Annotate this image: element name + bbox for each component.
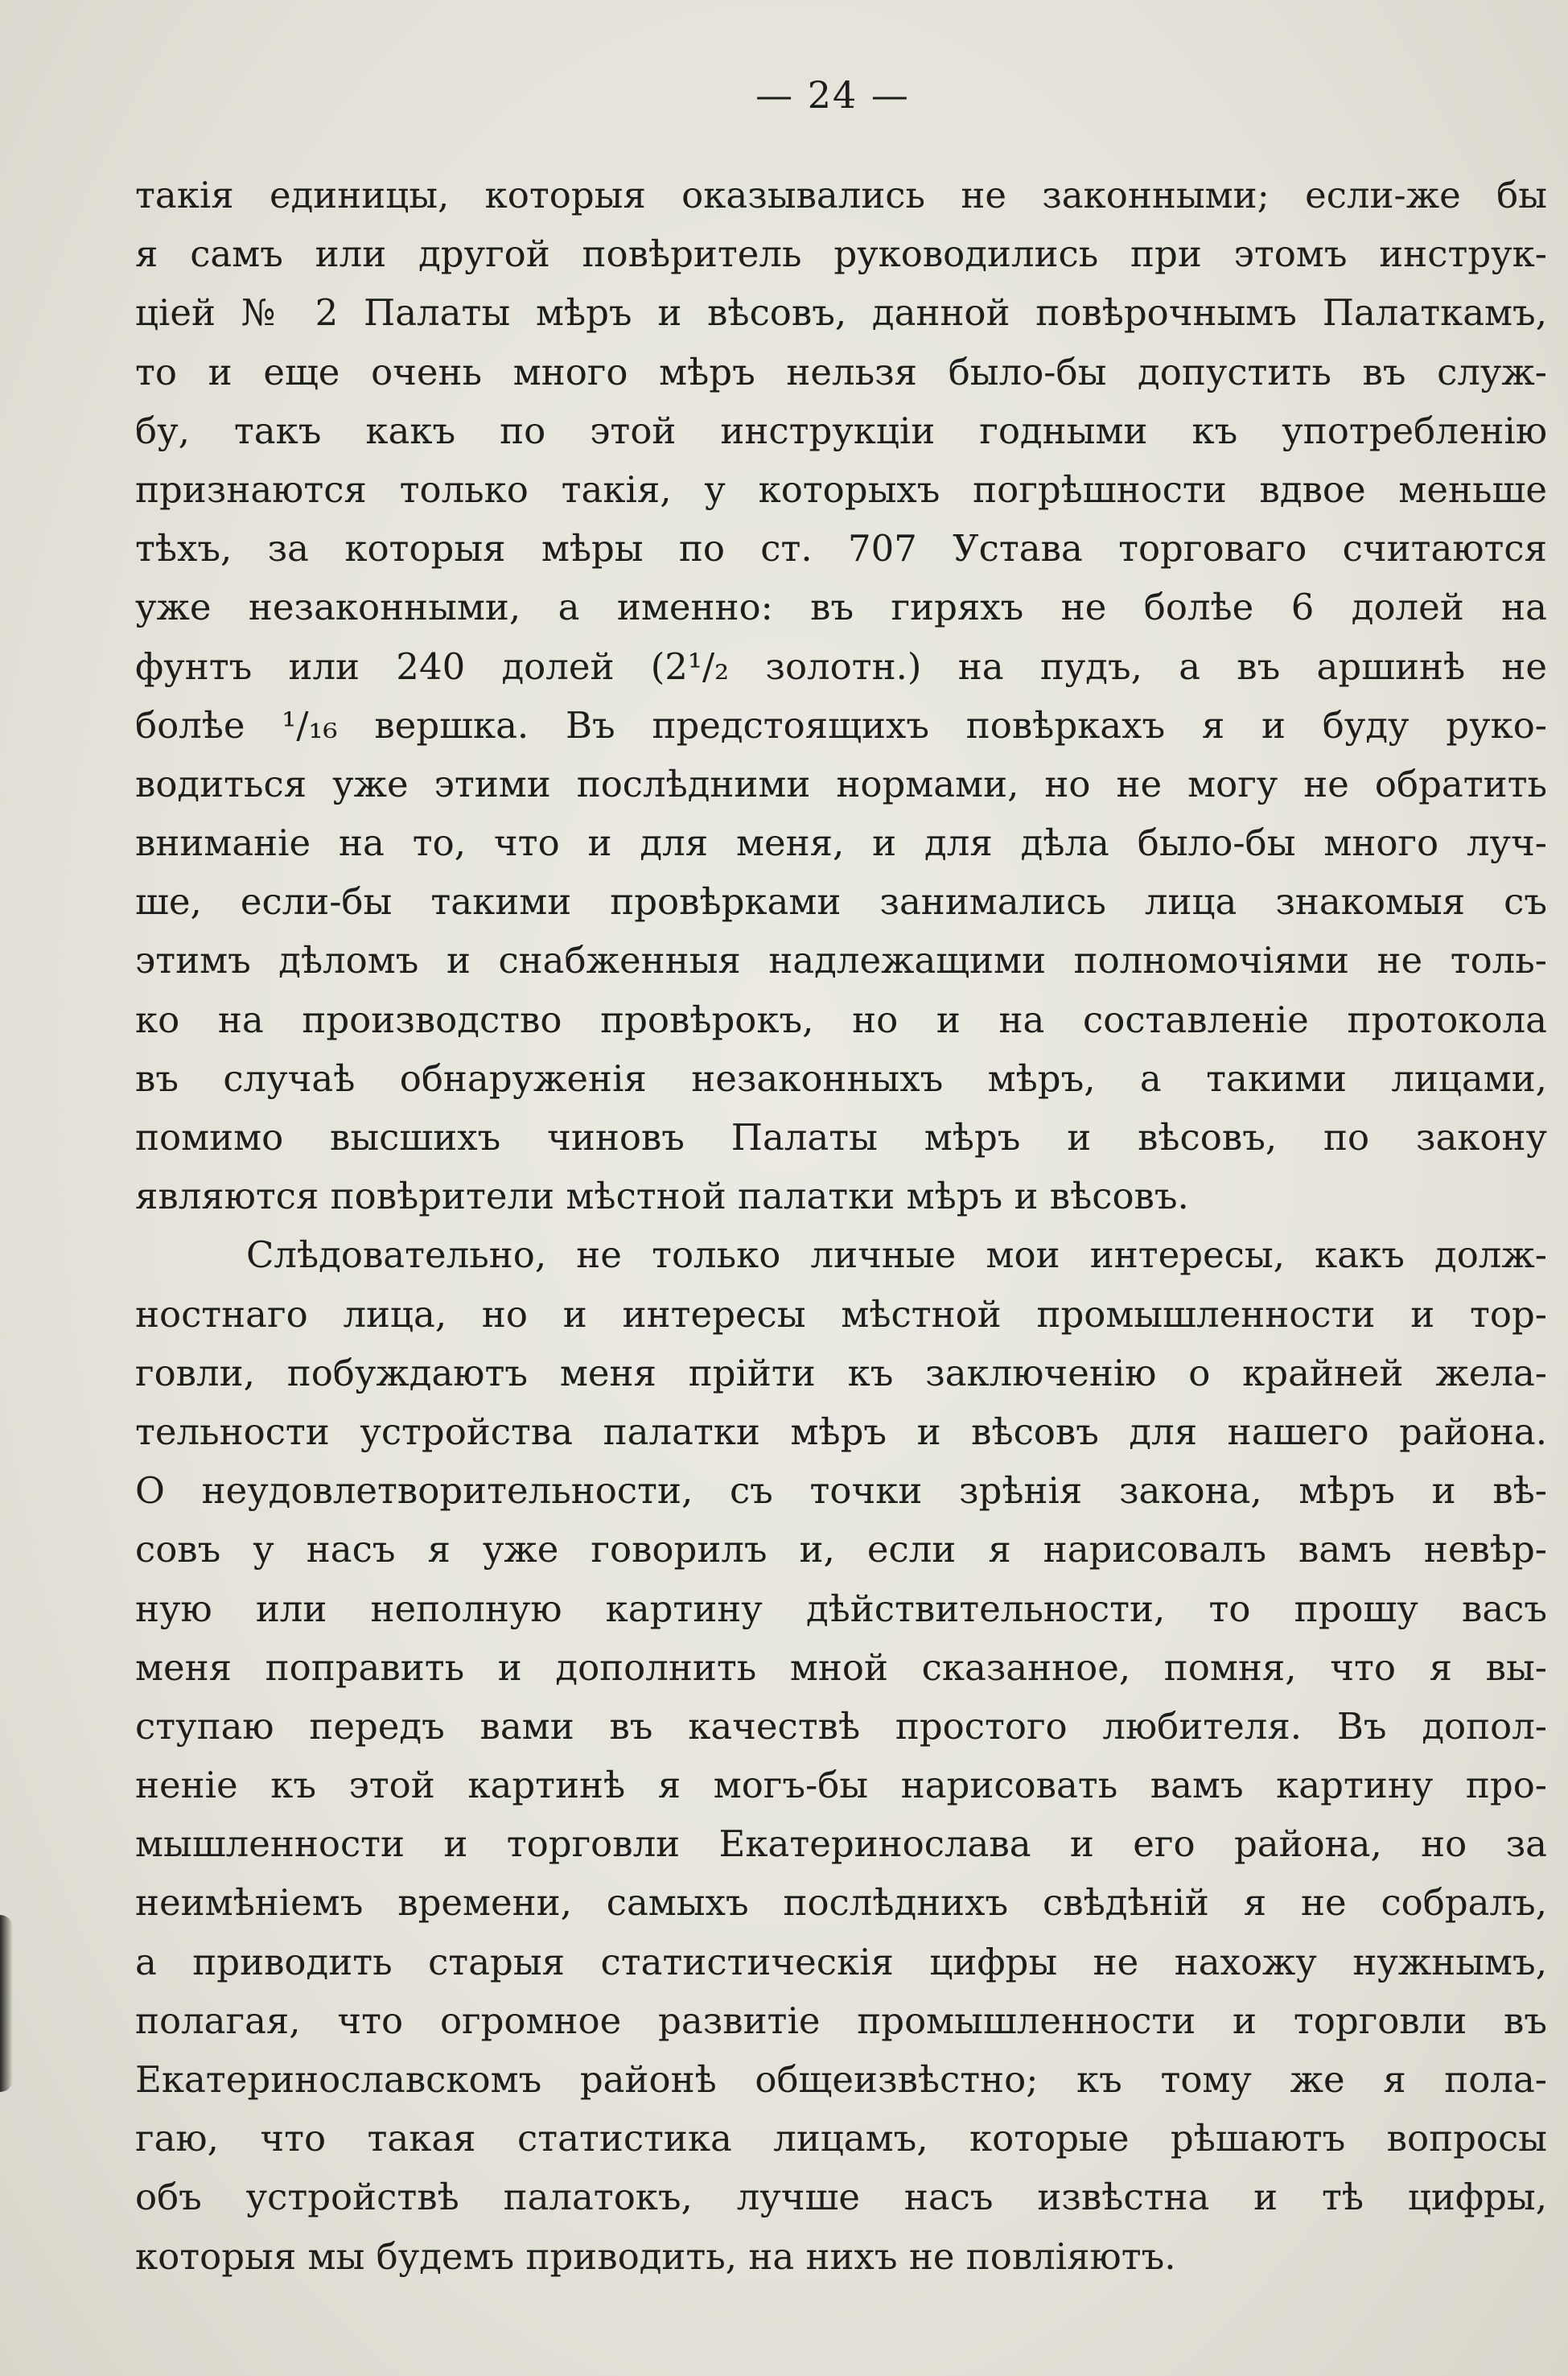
paragraph-1: [135, 166, 1547, 1225]
text-line: фунтъ или 240 долей (2¹/₂ золотн.) на пудъ, а въ аршинѣ не: [135, 644, 1547, 688]
text-line: болѣе ¹/₁₆ вершка. Въ предстоящихъ повѣркахъ я и буду руко-: [135, 703, 1547, 747]
text-line: объ устройствѣ палатокъ, лучше насъ извѣстна и тѣ цифры,: [135, 2176, 1547, 2219]
text-line: помимо высшихъ чиновъ Палаты мѣръ и вѣсовъ, по закону: [135, 1116, 1547, 1159]
text-line: говли, побуждаютъ меня прійти къ заключенію о крайней жела-: [135, 1351, 1547, 1394]
text-line: ную или неполную картину дѣйствительности, то прошу васъ: [135, 1587, 1547, 1630]
text-line: полагая, что огромное развитіе промышленности и торговли въ: [135, 1999, 1547, 2042]
text-line: ше, если-бы такими провѣрками занимались лица знакомыя съ: [135, 880, 1547, 924]
text-line: О неудовлетворительности, съ точки зрѣнія закона, мѣръ и вѣ-: [135, 1469, 1547, 1513]
binding-shadow: [0, 1915, 13, 2092]
paragraph-2: [135, 1225, 1547, 2285]
text-line: уже незаконными, а именно: въ гиряхъ не болѣе 6 долей на: [135, 586, 1547, 629]
text-line: неимѣніемъ времени, самыхъ послѣднихъ свѣдѣній я не собралъ,: [135, 1881, 1547, 1925]
text-line: гаю, что такая статистика лицамъ, которые рѣшаютъ вопросы: [135, 2117, 1547, 2160]
text-line: вниманіе на то, что и для меня, и для дѣла было-бы много луч-: [135, 822, 1547, 865]
text-line: этимъ дѣломъ и снабженныя надлежащими полномочіями не толь-: [135, 939, 1547, 982]
text-line: Слѣдовательно, не только личные мои интересы, какъ долж-: [246, 1233, 1547, 1277]
text-line: я самъ или другой повѣритель руководились при этомъ инструк-: [135, 233, 1547, 276]
text-line: неніе къ этой картинѣ я могъ-бы нарисовать вамъ картину про-: [135, 1764, 1547, 1807]
text-line: въ случаѣ обнаруженія незаконныхъ мѣръ, а такими лицами,: [135, 1056, 1547, 1100]
text-line: ступаю передъ вами въ качествѣ простого любителя. Въ допол-: [135, 1704, 1547, 1748]
text-line: такія единицы, которыя оказывались не законными; если-же бы: [135, 174, 1547, 216]
text-line: меня поправить и дополнить мной сказанное, помня, что я вы-: [135, 1645, 1547, 1689]
text-line: мышленности и торговли Екатеринослава и его района, но за: [135, 1822, 1547, 1866]
text-line: признаются только такія, у которыхъ погрѣшности вдвое меньше: [135, 467, 1547, 511]
text-line: совъ у насъ я уже говорилъ и, если я нарисовалъ вамъ невѣр-: [135, 1528, 1547, 1571]
text-line: тѣхъ, за которыя мѣры по ст. 707 Устава торговаго считаются: [135, 527, 1547, 570]
text-line: являются повѣрители мѣстной палатки мѣръ и вѣсовъ.: [135, 1175, 1189, 1218]
text-line: ностнаго лица, но и интересы мѣстной промышленности и тор-: [135, 1292, 1547, 1336]
text-line: которыя мы будемъ приводить, на нихъ не повліяютъ.: [135, 2234, 1176, 2278]
text-line: Екатеринославскомъ районѣ общеизвѣстно; къ тому же я пола-: [135, 2058, 1547, 2101]
text-line: ціей № 2 Палаты мѣръ и вѣсовъ, данной повѣрочнымъ Палаткамъ,: [135, 291, 1547, 335]
text-line: водиться уже этими послѣдними нормами, но не могу не обратить: [135, 762, 1547, 805]
text-line: тельности устройства палатки мѣръ и вѣсовъ для нашего района.: [135, 1410, 1547, 1453]
text-line: то и еще очень много мѣръ нельзя было-бы допустить въ служ-: [135, 350, 1547, 393]
body-text: [135, 166, 1547, 2286]
text-line: бу, такъ какъ по этой инструкціи годными къ употребленію: [135, 409, 1547, 452]
page-number: — 24 —: [755, 73, 910, 117]
text-line: а приводить старыя статистическія цифры не нахожу нужнымъ,: [135, 1940, 1547, 1983]
text-line: ко на производство провѣрокъ, но и на составленіе протокола: [135, 998, 1547, 1041]
